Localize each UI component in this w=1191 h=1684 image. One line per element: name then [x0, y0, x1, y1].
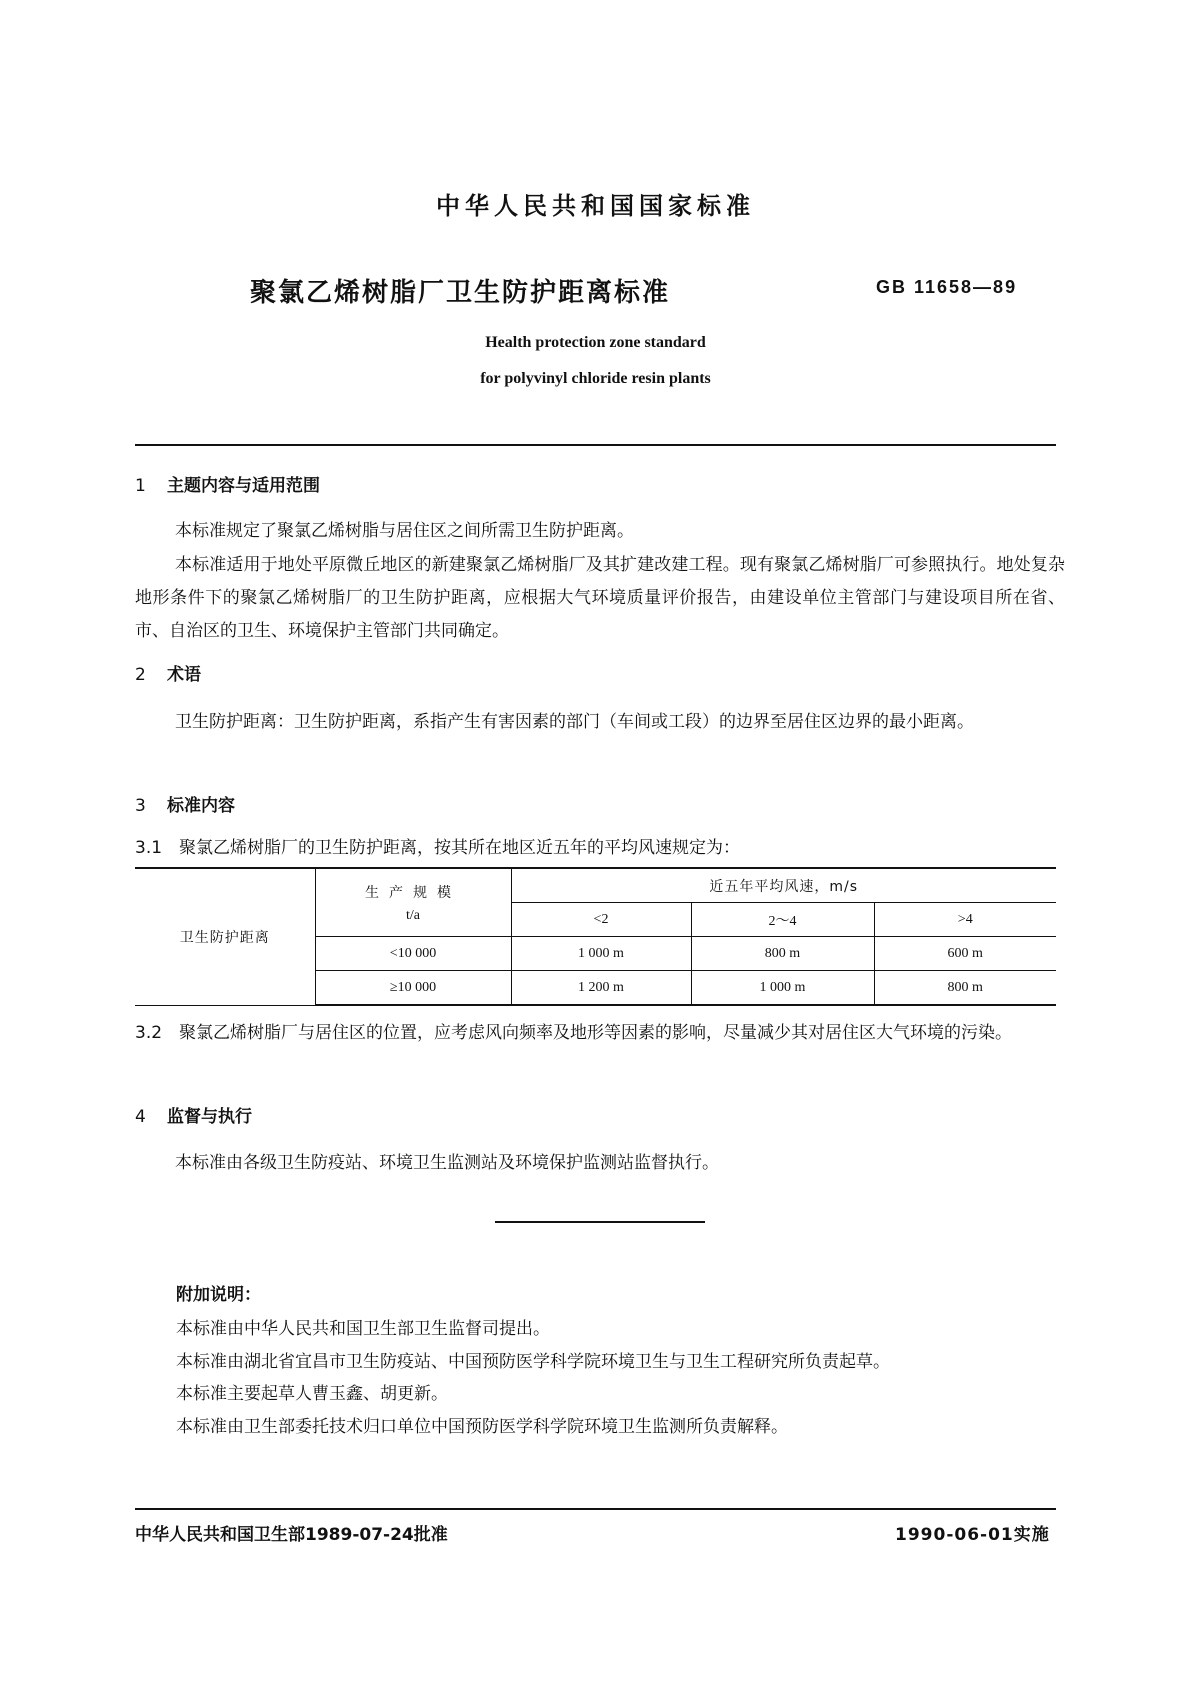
- row-label-cell: 卫生防护距离: [135, 868, 315, 1005]
- section-number: 1: [135, 476, 146, 496]
- section-number: 4: [135, 1107, 146, 1127]
- clause-3-1: 3.1 聚氯乙烯树脂厂的卫生防护距离，按其所在地区近五年的平均风速规定为：: [135, 838, 741, 858]
- end-divider: [495, 1221, 705, 1223]
- section-4-paragraph-1: 本标准由各级卫生防疫站、环境卫生监测站及环境保护监测站监督执行。: [175, 1153, 719, 1173]
- scale-unit: t/a: [406, 907, 420, 923]
- distance-cell: 600 m: [874, 937, 1056, 971]
- note-item: 本标准由卫生部委托技术归口单位中国预防医学科学院环境卫生监测所负责解释。: [176, 1417, 788, 1437]
- wind-column-gt4: >4: [874, 903, 1056, 937]
- notes-heading: 附加说明：: [176, 1285, 261, 1305]
- wind-column-lt2: <2: [511, 903, 691, 937]
- section-title: 标准内容: [167, 796, 235, 816]
- wind-column-2to4: 2～4: [691, 903, 874, 937]
- document-title: 聚氯乙烯树脂厂卫生防护距离标准: [250, 278, 671, 308]
- national-standard-title: 中华人民共和国国家标准: [436, 192, 755, 220]
- standard-code: GB 11658—89: [876, 277, 1018, 297]
- wind-header-cell: 近五年平均风速，m/s: [511, 868, 1056, 903]
- distance-cell: 1 200 m: [511, 971, 691, 1006]
- section-title: 术语: [167, 665, 201, 685]
- clause-3-2: 3.2 聚氯乙烯树脂厂与居住区的位置，应考虑风向频率及地形等因素的影响，尽量减少其对居住区大气环境的污染。: [135, 1023, 1013, 1043]
- section-number: 2: [135, 665, 146, 685]
- scale-cell: ≥10 000: [315, 971, 511, 1006]
- section-number: 3: [135, 796, 146, 816]
- distance-cell: 1 000 m: [511, 937, 691, 971]
- note-item: 本标准主要起草人曹玉鑫、胡更新。: [176, 1384, 448, 1404]
- distance-cell: 800 m: [874, 971, 1056, 1006]
- distance-cell: 800 m: [691, 937, 874, 971]
- scale-cell: <10 000: [315, 937, 511, 971]
- section-1-paragraph-2: 本标准适用于地处平原微丘地区的新建聚氯乙烯树脂厂及其扩建改建工程。现有聚氯乙烯树脂厂可参照执行。地处复杂地形条件下的聚氯乙烯树脂厂的卫生防护距离，应根据大气环境质量评价报告，由建设单位主管部门与建设项目所在省、市、自治区的卫生、环境保护主管部门共同确定。: [135, 555, 1065, 641]
- section-2-heading: [135, 660, 201, 685]
- note-item: 本标准由中华人民共和国卫生部卫生监督司提出。: [176, 1319, 550, 1339]
- section-title: 监督与执行: [167, 1107, 252, 1127]
- section-title: 主题内容与适用范围: [167, 476, 320, 496]
- note-item: 本标准由湖北省宜昌市卫生防疫站、中国预防医学科学院环境卫生与卫生工程研究所负责起草。: [176, 1352, 890, 1372]
- section-1-paragraph-1: 本标准规定了聚氯乙烯树脂与居住区之间所需卫生防护距离。: [175, 521, 634, 541]
- scale-header-cell: [315, 868, 511, 937]
- header-divider: [135, 444, 1056, 446]
- section-4-heading: [135, 1102, 252, 1127]
- distance-cell: 1 000 m: [691, 971, 874, 1006]
- approval-date: 中华人民共和国卫生部1989-07-24批准: [135, 1525, 448, 1545]
- english-title-line1: Health protection zone standard: [485, 334, 706, 351]
- section-2-paragraph-1: 卫生防护距离：卫生防护距离，系指产生有害因素的部门（车间或工段）的边界至居住区边界的最小距离。: [175, 712, 974, 732]
- protection-distance-table: [135, 867, 1056, 1006]
- footer-divider: [135, 1508, 1056, 1510]
- effective-date: 1990-06-01实施: [895, 1525, 1050, 1545]
- english-title-line2: for polyvinyl chloride resin plants: [480, 370, 711, 387]
- section-1-heading: [135, 471, 320, 496]
- scale-header: 生产规模: [365, 884, 461, 901]
- section-3-heading: [135, 791, 235, 816]
